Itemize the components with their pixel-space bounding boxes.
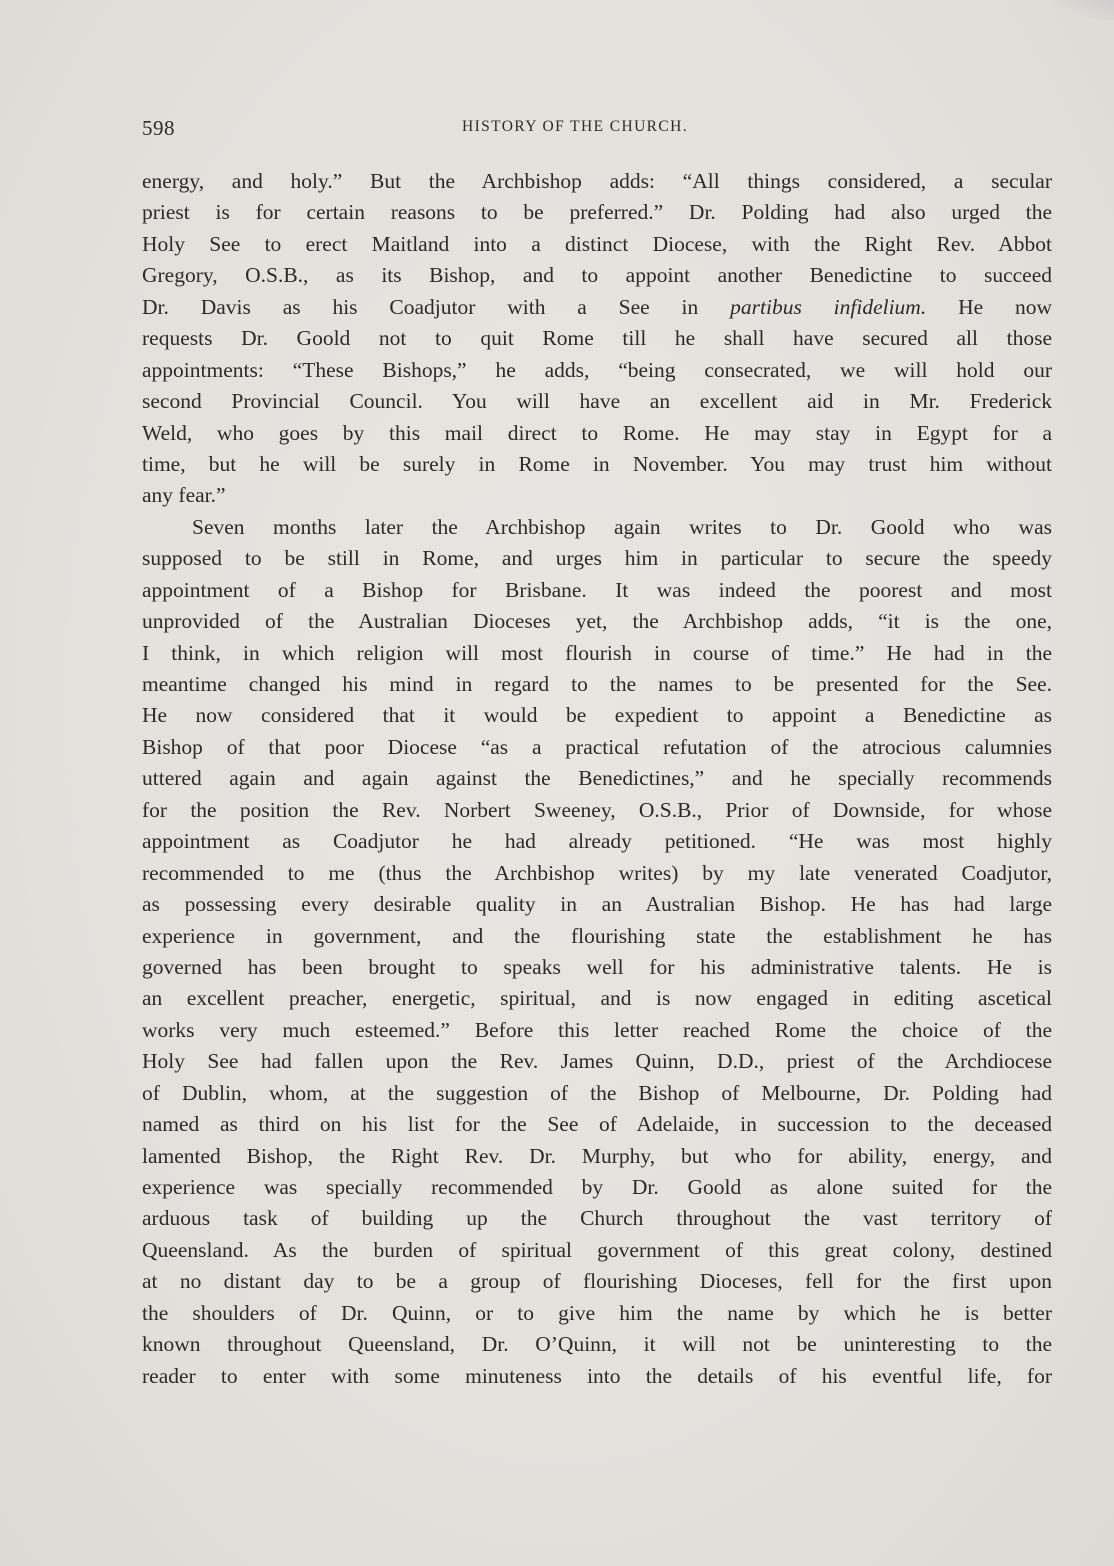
paragraph-2 bbox=[142, 512, 1052, 1392]
text-line: arduous task of building up the Church throughout the vast territory of bbox=[142, 1206, 1052, 1231]
text-line: Weld, who goes by this mail direct to Rome. He may stay in Egypt for a bbox=[142, 420, 1052, 445]
text-line bbox=[142, 292, 1052, 323]
text-line: Gregory, O.S.B., as its Bishop, and to appoint another Benedictine to succeed bbox=[142, 263, 1052, 288]
text-line: He now considered that it would be expedient to appoint a Benedictine as bbox=[142, 703, 1052, 728]
text-line: the shoulders of Dr. Quinn, or to give him the name by which he is better bbox=[142, 1300, 1052, 1325]
text-line: recommended to me (thus the Archbishop writes) by my late venerated Coadjutor, bbox=[142, 860, 1052, 885]
text-line: known throughout Queensland, Dr. O’Quinn, it will not be uninteresting to the bbox=[142, 1332, 1052, 1357]
text-line: at no distant day to be a group of flourishing Dioceses, fell for the first upon bbox=[142, 1269, 1052, 1294]
text-line: as possessing every desirable quality in an Australian Bishop. He has had large bbox=[142, 892, 1052, 917]
running-title: HISTORY OF THE CHURCH. bbox=[462, 118, 689, 135]
text-line: uttered again and again against the Benedictines,” and he specially recommends bbox=[142, 766, 1052, 791]
text-line: an excellent preacher, energetic, spiritual, and is now engaged in editing ascetical bbox=[142, 986, 1052, 1011]
text-line: appointments: “These Bishops,” he adds, “being consecrated, we will hold our bbox=[142, 357, 1052, 382]
text-line: named as third on his list for the See of Adelaide, in succession to the deceased bbox=[142, 1112, 1052, 1137]
page-number: 598 bbox=[142, 116, 175, 140]
text-line: experience in government, and the flourishing state the establishment he has bbox=[142, 923, 1052, 948]
text-line: lamented Bishop, the Right Rev. Dr. Murphy, but who for ability, energy, and bbox=[142, 1143, 1052, 1168]
text-line: Holy See to erect Maitland into a distinct Diocese, with the Right Rev. Abbot bbox=[142, 231, 1052, 256]
text-line: Seven months later the Archbishop again writes to Dr. Goold who was bbox=[192, 514, 1052, 539]
text-line: unprovided of the Australian Dioceses yet, the Archbishop adds, “it is the one, bbox=[142, 609, 1052, 634]
text-line: reader to enter with some minuteness into the details of his eventful life, for bbox=[142, 1363, 1052, 1388]
text-line: experience was specially recommended by Dr. Goold as alone suited for the bbox=[142, 1175, 1052, 1199]
body-text bbox=[142, 166, 1052, 1392]
text-line: I think, in which religion will most flourish in course of time.” He had in the bbox=[142, 640, 1052, 665]
text-line: supposed to be still in Rome, and urges him in particular to secure the speedy bbox=[142, 546, 1052, 571]
running-head bbox=[142, 116, 1052, 140]
text-segment: He now bbox=[958, 294, 1052, 319]
paragraph-1 bbox=[142, 166, 1052, 512]
text-line: meantime changed his mind in regard to the names to be presented for the See. bbox=[142, 672, 1052, 696]
text-line: for the position the Rev. Norbert Sweeney, O.S.B., Prior of Downside, for whose bbox=[142, 797, 1052, 822]
text-line: energy, and holy.” But the Archbishop adds: “All things considered, a secular bbox=[142, 169, 1052, 193]
text-line: any fear.” bbox=[142, 483, 226, 508]
text-line: of Dublin, whom, at the suggestion of the Bishop of Melbourne, Dr. Polding had bbox=[142, 1080, 1052, 1105]
text-line: works very much esteemed.” Before this letter reached Rome the choice of the bbox=[142, 1017, 1052, 1042]
text-line: appointment as Coadjutor he had already petitioned. “He was most highly bbox=[142, 829, 1052, 854]
text-line: Holy See had fallen upon the Rev. James Quinn, D.D., priest of the Archdiocese bbox=[142, 1049, 1052, 1074]
text-line: governed has been brought to speaks well for his administrative talents. He is bbox=[142, 954, 1052, 979]
page-corner-shadow bbox=[1054, 0, 1114, 20]
text-line: requests Dr. Goold not to quit Rome till he shall have secured all those bbox=[142, 326, 1052, 351]
text-line: priest is for certain reasons to be preferred.” Dr. Polding had also urged the bbox=[142, 200, 1052, 225]
text-line: time, but he will be surely in Rome in November. You may trust him without bbox=[142, 451, 1052, 476]
text-line: Queensland. As the burden of spiritual government of this great colony, destined bbox=[142, 1237, 1052, 1262]
text-line: Bishop of that poor Diocese “as a practical refutation of the atrocious calumnies bbox=[142, 734, 1052, 759]
text-line: appointment of a Bishop for Brisbane. It was indeed the poorest and most bbox=[142, 577, 1052, 602]
text-line: second Provincial Council. You will have an excellent aid in Mr. Frederick bbox=[142, 389, 1052, 414]
text-segment: Dr. Davis as his Coadjutor with a See in bbox=[142, 294, 731, 319]
italic-phrase: partibus infidelium. bbox=[730, 294, 927, 319]
